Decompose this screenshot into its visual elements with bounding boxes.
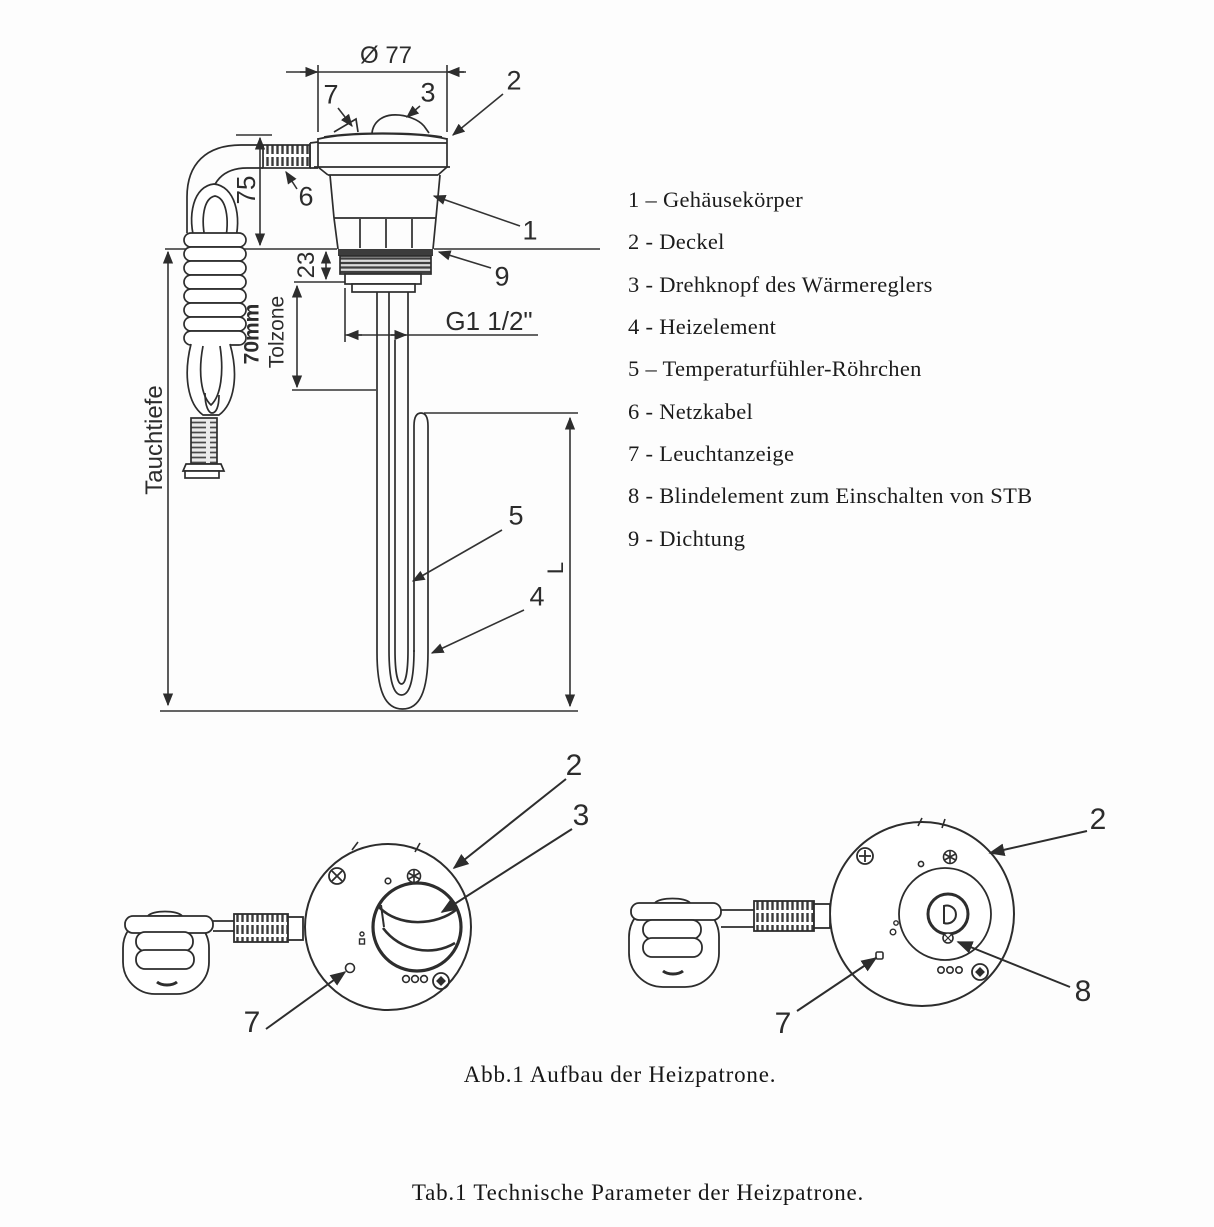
callout-left-7: 7 (243, 1006, 261, 1039)
power-plug-top (123, 912, 213, 995)
blind-element (943, 933, 953, 943)
callout-main-9: 9 (494, 261, 510, 292)
callout-main-6: 6 (298, 181, 314, 212)
legend-item: 3 - Drehknopf des Wärmereglers (628, 271, 933, 297)
callout-right-2: 2 (1089, 803, 1107, 836)
top-view-with-knob (123, 779, 572, 1029)
callout-main-4: 4 (529, 581, 545, 612)
dim-cable-clearance: 75 (231, 175, 261, 205)
callout-main-5: 5 (508, 500, 524, 531)
knob-circle (373, 883, 461, 971)
legend-item: 6 - Netzkabel (628, 398, 754, 424)
legend (628, 179, 1032, 560)
cable-gland (234, 914, 288, 942)
legend-item: 8 - Blindelement zum Einschalten von STB (628, 483, 1033, 509)
screw-icon (857, 848, 873, 864)
dim-thread-height: 23 (293, 251, 320, 279)
main-view-outline (183, 115, 450, 709)
knob-profile (372, 115, 429, 133)
cable-gland (263, 145, 310, 168)
callout-main-2: 2 (506, 65, 522, 96)
shaft-d-hole (944, 906, 956, 924)
callout-main-3: 3 (420, 77, 436, 108)
dim-immersion-depth: Tauchtiefe (141, 385, 168, 495)
callout-left-3: 3 (572, 799, 590, 832)
callout-left-2: 2 (565, 749, 583, 782)
legend-item: 7 - Leuchtanzeige (628, 440, 795, 466)
power-plug-top (629, 899, 721, 988)
callout-right-8: 8 (1074, 975, 1092, 1008)
callout-right-7: 7 (774, 1007, 792, 1040)
indicator-light-profile (334, 119, 358, 132)
callout-main-7: 7 (323, 79, 339, 110)
dim-dead-zone-label: Tolzone (265, 295, 289, 369)
dim-thread-size: G1 1/2" (445, 306, 533, 336)
dim-element-length: L (543, 561, 568, 575)
thread (340, 256, 431, 274)
dim-dead-zone-value: 70mm (240, 303, 264, 365)
legend-item: 5 – Temperaturfühler-Röhrchen (628, 356, 922, 382)
main-view-leader-lines (286, 94, 524, 653)
legend-item: 9 - Dichtung (628, 525, 746, 551)
legend-item: 2 - Deckel (628, 229, 725, 255)
seal-gasket (338, 249, 433, 256)
power-plug-side (183, 418, 224, 478)
top-view-without-knob (629, 818, 1087, 1011)
legend-item: 1 – Gehäusekörper (628, 187, 804, 213)
callout-main-1: 1 (522, 215, 538, 246)
cable-gland (754, 901, 814, 931)
legend-item: 4 - Heizelement (628, 314, 777, 340)
sensor-tube (414, 413, 428, 652)
dim-diameter: Ø 77 (359, 42, 413, 69)
figure-caption: Abb.1 Aufbau der Heizpatrone. (463, 1062, 777, 1087)
table-caption: Tab.1 Technische Parameter der Heizpatrone. (411, 1180, 865, 1205)
cable-coil (184, 233, 246, 345)
